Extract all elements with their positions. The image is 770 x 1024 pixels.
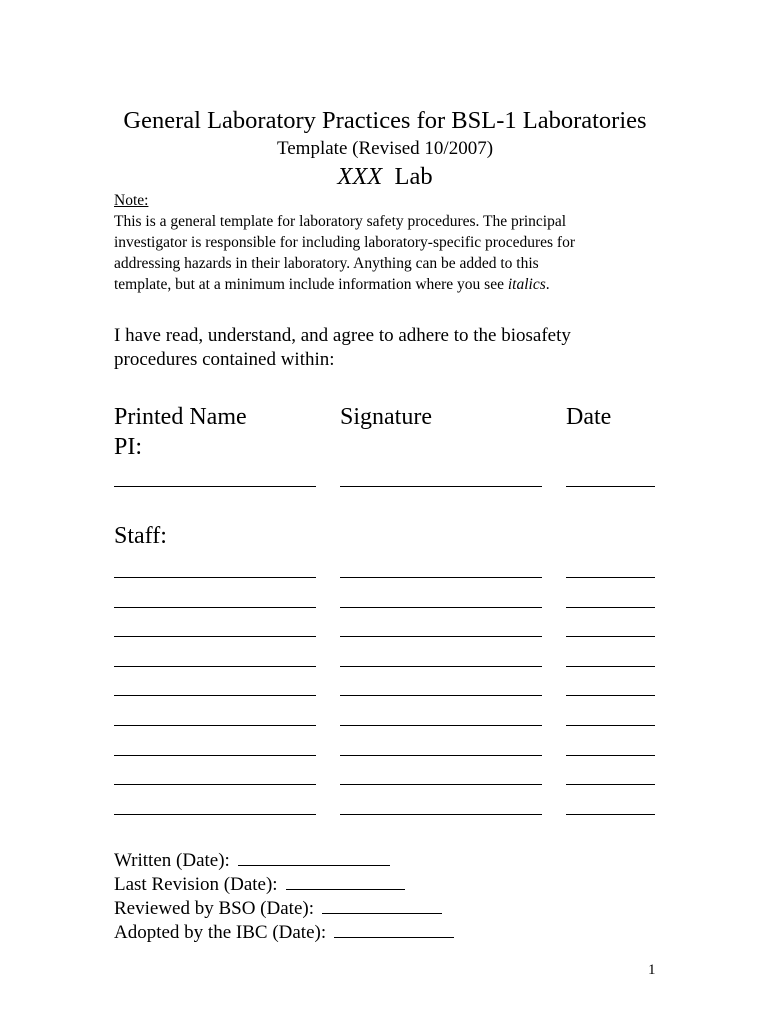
staff-printed-name-line[interactable] xyxy=(114,666,316,667)
agreement-statement xyxy=(114,324,571,372)
staff-date-line[interactable] xyxy=(566,577,655,578)
note-line: investigator is responsible for including laboratory-specific procedures for xyxy=(114,234,575,251)
staff-signature-line[interactable] xyxy=(340,636,542,637)
adopted-blank[interactable] xyxy=(334,920,454,938)
staff-signature-line[interactable] xyxy=(340,725,542,726)
staff-signature-line[interactable] xyxy=(340,814,542,815)
staff-signature-line[interactable] xyxy=(340,784,542,785)
page-number: 1 xyxy=(648,962,656,978)
footer-reviewed-label: Reviewed by BSO (Date): xyxy=(114,898,314,919)
note-line-text: template, but at a minimum include information where you see xyxy=(114,276,508,293)
lab-name xyxy=(0,162,770,192)
staff-signature-line[interactable] xyxy=(340,695,542,696)
footer-adopted xyxy=(114,920,454,945)
column-header-printed-name: Printed Name xyxy=(114,404,247,430)
staff-signature-line[interactable] xyxy=(340,666,542,667)
staff-signature-line[interactable] xyxy=(340,577,542,578)
staff-date-line[interactable] xyxy=(566,666,655,667)
pi-signature-line[interactable] xyxy=(340,486,542,487)
staff-printed-name-line[interactable] xyxy=(114,755,316,756)
reviewed-blank[interactable] xyxy=(322,896,442,914)
column-header-date: Date xyxy=(566,404,612,430)
staff-printed-name-line[interactable] xyxy=(114,725,316,726)
column-header-signature: Signature xyxy=(340,404,432,430)
staff-printed-name-line[interactable] xyxy=(114,695,316,696)
staff-label: Staff: xyxy=(114,523,167,549)
staff-printed-name-line[interactable] xyxy=(114,577,316,578)
note-line xyxy=(114,274,654,295)
note-label: Note: xyxy=(114,192,149,209)
staff-date-line[interactable] xyxy=(566,695,655,696)
staff-date-line[interactable] xyxy=(566,755,655,756)
note-end: . xyxy=(545,276,550,293)
staff-date-line[interactable] xyxy=(566,607,655,608)
staff-date-line[interactable] xyxy=(566,784,655,785)
staff-signature-line[interactable] xyxy=(340,607,542,608)
written-date-blank[interactable] xyxy=(238,848,390,866)
staff-date-line[interactable] xyxy=(566,814,655,815)
last-revision-blank[interactable] xyxy=(286,872,405,890)
staff-date-line[interactable] xyxy=(566,636,655,637)
footer-written-label: Written (Date): xyxy=(114,850,230,871)
agreement-line: procedures contained within: xyxy=(114,349,335,370)
document-title: General Laboratory Practices for BSL-1 Laboratories xyxy=(123,107,647,134)
lab-name-suffix: Lab xyxy=(394,163,433,190)
staff-signature-line[interactable] xyxy=(340,755,542,756)
document-subtitle: Template (Revised 10/2007) xyxy=(276,138,494,159)
footer-last-revision xyxy=(114,872,405,897)
note-line: This is a general template for laboratory safety procedures. The principal xyxy=(114,213,567,230)
staff-printed-name-line[interactable] xyxy=(114,636,316,637)
lab-name-placeholder: XXX xyxy=(337,163,383,190)
staff-printed-name-line[interactable] xyxy=(114,784,316,785)
footer-last-revision-label: Last Revision (Date): xyxy=(114,874,278,895)
note-italic-word: italics xyxy=(507,276,546,293)
footer-adopted-label: Adopted by the IBC (Date): xyxy=(114,922,327,943)
note-body xyxy=(114,211,654,295)
staff-date-line[interactable] xyxy=(566,725,655,726)
pi-label: PI: xyxy=(114,434,143,460)
staff-printed-name-line[interactable] xyxy=(114,814,316,815)
pi-date-line[interactable] xyxy=(566,486,655,487)
footer-written-date xyxy=(114,848,390,873)
staff-printed-name-line[interactable] xyxy=(114,607,316,608)
footer-reviewed xyxy=(114,896,442,921)
pi-printed-name-line[interactable] xyxy=(114,486,316,487)
note-line: addressing hazards in their laboratory. Anything can be added to this xyxy=(114,255,539,272)
agreement-line: I have read, understand, and agree to adhere to the biosafety xyxy=(114,325,571,346)
